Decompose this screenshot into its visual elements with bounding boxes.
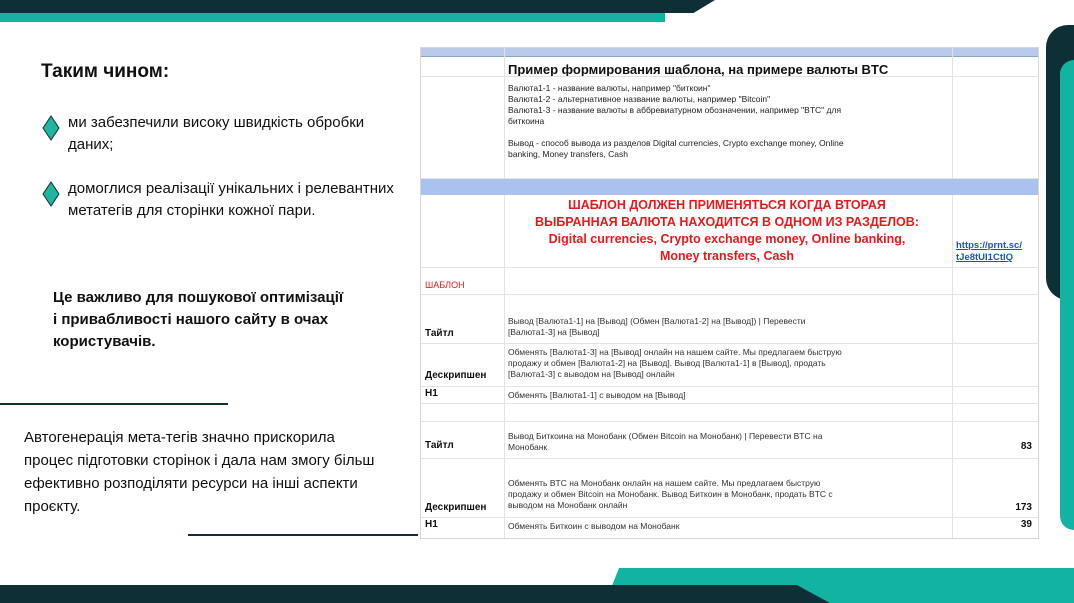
row-line bbox=[421, 386, 1038, 387]
template-condition-banner bbox=[511, 197, 943, 265]
cell-line: Обменять [Валюта1-1] с выводом на [Вывод] bbox=[508, 390, 686, 400]
link-line: https://prnt.sc/ bbox=[956, 240, 1022, 251]
diamond-bullet-icon bbox=[42, 181, 60, 207]
example-title-text bbox=[508, 431, 948, 453]
link-line: tJe8tUI1CtlQ bbox=[956, 252, 1014, 263]
row-label-description: Дескрипшен bbox=[425, 502, 487, 513]
desc-line: Вывод - способ вывода из разделов Digital currencies, Crypto exchange money, Online bbox=[508, 138, 844, 148]
char-count: 39 bbox=[1020, 519, 1032, 530]
row-line bbox=[421, 343, 1038, 344]
cell-line: Вывод [Валюта1-1] на [Вывод] (Обмен [Валюта1-2] на [Вывод]) | Перевести bbox=[508, 316, 806, 326]
cell-line: Обменять [Валюта1-3] на [Вывод] онлайн на нашем сайте. Мы предлагаем быструю bbox=[508, 347, 842, 357]
paragraph-line: ефективно розподіляти ресурси на інші аспекти bbox=[24, 475, 358, 492]
row-line bbox=[421, 76, 1038, 77]
desc-line: banking, Money transfers, Cash bbox=[508, 149, 629, 159]
diamond-bullet-icon bbox=[42, 115, 60, 141]
banner-line: Digital currencies, Crypto exchange money, Online banking, bbox=[548, 232, 906, 246]
spreadsheet-screenshot bbox=[420, 47, 1039, 539]
template-h1-text bbox=[508, 390, 948, 401]
row-line bbox=[421, 178, 1038, 179]
row-label-description: Дескрипшен bbox=[425, 370, 487, 381]
slide-heading: Таким чином: bbox=[41, 61, 170, 82]
important-note bbox=[53, 287, 393, 353]
desc-line: Валюта1-1 - название валюты, например "биткоин" bbox=[508, 83, 711, 93]
cell-line: продажу и обмен Bitcoin на Монобанк. Вывод Биткоин в Монобанк, продать BTC с bbox=[508, 489, 833, 499]
sheet-blue-band bbox=[421, 179, 1038, 195]
row-line bbox=[421, 267, 1038, 268]
row-line bbox=[421, 458, 1038, 459]
row-line bbox=[421, 421, 1038, 422]
important-line: і привабливості нашого сайту в очах bbox=[53, 311, 329, 328]
cell-line: Монобанк bbox=[508, 442, 548, 452]
sheet-description bbox=[508, 83, 948, 160]
cell-line: Обменять Биткоин с выводом на Монобанк bbox=[508, 521, 680, 531]
important-line: Це важливо для пошукової оптимізації bbox=[53, 289, 344, 306]
template-description-text bbox=[508, 347, 948, 380]
cell-line: Обменять BTC на Монобанк онлайн на нашем сайте. Мы предлагаем быструю bbox=[508, 478, 821, 488]
example-description-text bbox=[508, 478, 948, 511]
grid-column bbox=[421, 48, 505, 538]
row-label-h1: H1 bbox=[425, 519, 438, 530]
char-count: 173 bbox=[1015, 502, 1032, 513]
paragraph-line: Автогенерація мета-тегів значно прискорила bbox=[24, 429, 335, 446]
template-title-text bbox=[508, 316, 948, 338]
desc-line bbox=[508, 127, 948, 138]
bullet-text: домоглися реалізації унікальних і релевантних метатегів для сторінки кожної пари. bbox=[68, 180, 394, 219]
summary-paragraph bbox=[24, 426, 419, 518]
example-h1-text bbox=[508, 521, 948, 532]
desc-line: Валюта1-2 - альтернативное название валюты, например "Bitcoin" bbox=[508, 94, 771, 104]
char-count: 83 bbox=[1020, 441, 1032, 452]
top-dark-bar bbox=[0, 0, 715, 13]
bullet-text: ми забезпечили високу швидкість обробки даних; bbox=[68, 114, 365, 153]
desc-line: Валюта1-3 - название валюты в аббревиатурном обозначении, например "BTC" для bbox=[508, 105, 842, 115]
right-teal-decor bbox=[1060, 60, 1074, 530]
paragraph-line: проєкту. bbox=[24, 498, 81, 515]
screenshot-link[interactable] bbox=[956, 240, 1036, 264]
bullet-item-speed bbox=[42, 112, 412, 156]
banner-line: Money transfers, Cash bbox=[659, 249, 795, 263]
important-line: користувачів. bbox=[53, 333, 156, 350]
row-line bbox=[421, 517, 1038, 518]
divider-line-bottom bbox=[188, 534, 418, 536]
divider-line-left bbox=[0, 403, 228, 405]
shablon-label: ШАБЛОН bbox=[425, 280, 465, 290]
banner-line: ШАБЛОН ДОЛЖЕН ПРИМЕНЯТЬСЯ КОГДА ВТОРАЯ bbox=[568, 198, 886, 212]
cell-line: выводом на Монобанк онлайн bbox=[508, 500, 628, 510]
cell-line: продажу и обмен [Валюта1-2] на [Вывод]. Вывод [Валюта1-1] в [Вывод], продать bbox=[508, 358, 826, 368]
sheet-title: Пример формирования шаблона, на примере валюты BTC bbox=[508, 62, 889, 77]
desc-line: биткоина bbox=[508, 116, 545, 126]
bullet-item-metatags bbox=[42, 178, 412, 222]
row-label-title: Тайтл bbox=[425, 328, 454, 339]
row-line bbox=[421, 403, 1038, 404]
cell-line: Вывод Биткоина на Монобанк (Обмен Bitcoin на Монобанк) | Перевести BTC на bbox=[508, 431, 823, 441]
row-label-title: Тайтл bbox=[425, 440, 454, 451]
cell-line: [Валюта1-3] на [Вывод] bbox=[508, 327, 600, 337]
row-line bbox=[421, 294, 1038, 295]
bottom-dark-bar bbox=[0, 585, 830, 603]
paragraph-line: процес підготовки сторінок і дала нам змогу більш bbox=[24, 452, 375, 469]
row-label-h1: H1 bbox=[425, 388, 438, 399]
cell-line: [Валюта1-3] с выводом на [Вывод] онлайн bbox=[508, 369, 675, 379]
banner-line: ВЫБРАННАЯ ВАЛЮТА НАХОДИТСЯ В ОДНОМ ИЗ РАЗДЕЛОВ: bbox=[535, 215, 919, 229]
